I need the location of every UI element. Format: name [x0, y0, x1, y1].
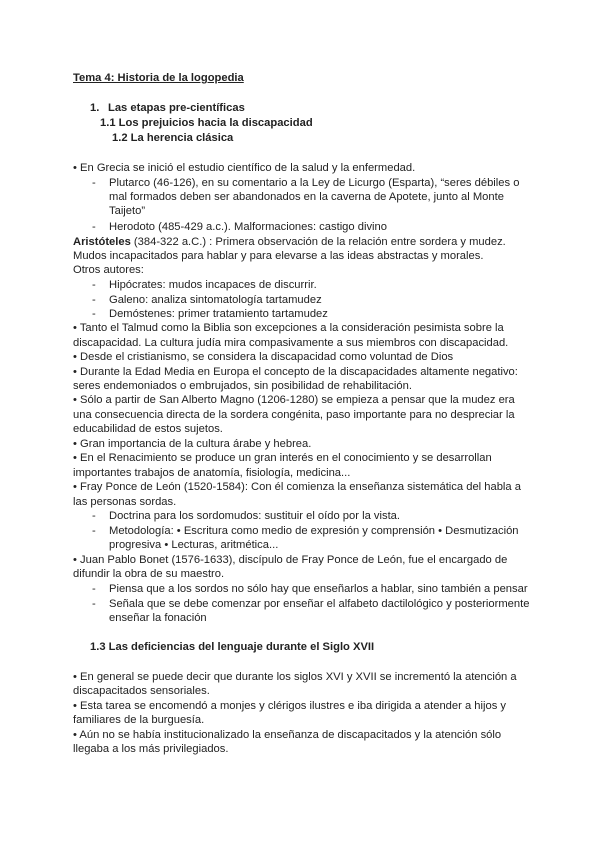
tarea-line: familiares de la burguesía.	[73, 714, 205, 726]
dash-marker: -	[92, 294, 96, 306]
renacimiento-line: • En el Renacimiento se produce un gran interés en el conocimiento y se desarrollan	[73, 452, 492, 464]
dash-marker: -	[92, 510, 96, 522]
bonet-line: • Juan Pablo Bonet (1576-1633), discípulo de Fray Ponce de León, fue el encargado de	[73, 554, 508, 566]
general-line: • En general se puede decir que durante los siglos XVI y XVII se incrementó la atención a	[73, 671, 517, 683]
dash-marker: -	[92, 177, 96, 189]
herodoto-line: Herodoto (485-429 a.c.). Malformaciones: castigo divino	[109, 221, 387, 233]
alberto-line: educabilidad de estos sujetos.	[73, 423, 223, 435]
piensa-line: Piensa que a los sordos no sólo hay que enseñarlos a hablar, sino también a pensar	[109, 583, 528, 595]
tarea-line: • Esta tarea se encomendó a monjes y clérigos ilustres e iba dirigida a atender a hijos y	[73, 700, 507, 712]
section-heading-1-3: 1.3 Las deficiencias del lenguaje durante el Siglo XVII	[90, 641, 375, 653]
outline-h1-number: 1.	[90, 102, 100, 114]
autor-item: Hipócrates: mudos incapaces de discurrir.	[109, 279, 317, 291]
talmud-line: • Tanto el Talmud como la Biblia son excepciones a la consideración pesimista sobre la	[73, 322, 504, 334]
aristoteles-text: (384-322 a.C.) : Primera observación de la relación entre sordera y mudez.	[130, 236, 506, 248]
plutarco-line: mal formados deben ser abandonados en la caverna de Apotete, junto al Monte	[109, 191, 504, 203]
dash-marker: -	[92, 308, 96, 320]
dash-marker: -	[92, 279, 96, 291]
otros-autores-label: Otros autores:	[73, 264, 144, 276]
aun-line: • Aún no se había institucionalizado la enseñanza de discapacitados y la atención sólo	[73, 729, 502, 741]
plutarco-line: Taijeto”	[109, 205, 146, 217]
bonet-line: difundir la obra de su maestro.	[73, 568, 225, 580]
alberto-line: • Sólo a partir de San Alberto Magno (1206-1280) se empieza a pensar que la mudez era	[73, 394, 515, 406]
dash-marker: -	[92, 221, 96, 233]
outline-h1: Las etapas pre-científicas	[108, 102, 245, 114]
doctrina-line: Doctrina para los sordomudos: sustituir el oído por la vista.	[109, 510, 401, 522]
metodologia-line: progresiva • Lecturas, aritmética...	[109, 539, 279, 551]
ponce-line: • Fray Ponce de León (1520-1584): Con él comienza la enseñanza sistemática del habla a	[73, 481, 521, 493]
dash-marker: -	[92, 583, 96, 595]
talmud-line: discapacidad. La cultura judía mira compasivamente a sus miembros con discapacidad.	[73, 337, 509, 349]
renacimiento-line: importantes trabajos de anatomía, fisiología, medicina...	[73, 467, 351, 479]
autor-item: Demóstenes: primer tratamiento tartamudez	[109, 308, 328, 320]
ponce-line: las personas sordas.	[73, 496, 177, 508]
autor-item: Galeno: analiza sintomatología tartamudez	[109, 294, 322, 306]
dash-marker: -	[92, 598, 96, 610]
edad-media-line: • Durante la Edad Media en Europa el concepto de la discapacidades altamente negativo:	[73, 366, 518, 378]
alberto-line: una consecuencia directa de la sordera congénita, paso importante para no despreciar la	[73, 409, 515, 421]
metodologia-line: Metodología: • Escritura como medio de expresión y comprensión • Desmutización	[109, 525, 519, 537]
edad-media-line: seres endemoniados o embrujados, sin posibilidad de rehabilitación.	[73, 380, 412, 392]
aristoteles-name: Aristóteles	[73, 236, 131, 248]
outline-h12: 1.2 La herencia clásica	[112, 132, 234, 144]
general-line: discapacitados sensoriales.	[73, 685, 210, 697]
aun-line: llegaba a los más privilegiados.	[73, 743, 229, 755]
paragraph-grecia: • En Grecia se inició el estudio científico de la salud y la enfermedad.	[73, 162, 416, 174]
outline-h11: 1.1 Los prejuicios hacia la discapacidad	[100, 117, 313, 129]
senala-line: enseñar la fonación	[109, 612, 207, 624]
senala-line: Señala que se debe comenzar por enseñar el alfabeto dactilológico y posteriormente	[109, 598, 530, 610]
cristianismo-line: • Desde el cristianismo, se considera la discapacidad como voluntad de Dios	[73, 351, 454, 363]
arabe-line: • Gran importancia de la cultura árabe y hebrea.	[73, 438, 312, 450]
dash-marker: -	[92, 525, 96, 537]
aristoteles-line	[73, 235, 506, 249]
document-title: Tema 4: Historia de la logopedia	[73, 72, 244, 84]
plutarco-line: Plutarco (46-126), en su comentario a la Ley de Licurgo (Esparta), “seres débiles o	[109, 177, 520, 189]
mudos-line: Mudos incapacitados para hablar y para elevarse a las ideas abstractas y morales.	[73, 250, 484, 262]
